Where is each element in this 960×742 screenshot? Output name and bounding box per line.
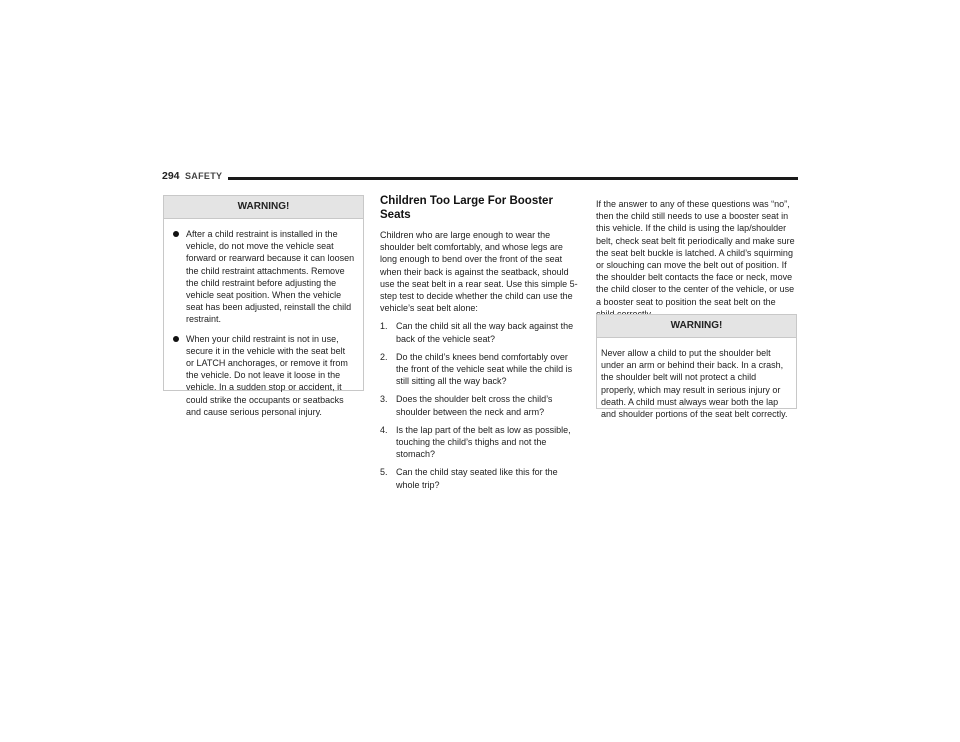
step-text: Does the shoulder belt cross the child’s shoulder between the neck and arm?: [396, 394, 553, 417]
list-item: [380, 351, 580, 388]
warning-box-left: [163, 195, 364, 417]
booster-section: [380, 194, 580, 497]
bullet-icon: [173, 336, 179, 342]
warning-bullet: [172, 228, 355, 326]
step-text: Do the child’s knees bend comfortably over the front of the vehicle seat while the child is still sitting all the way back?: [396, 351, 573, 387]
step-number: 4.: [380, 424, 388, 435]
list-item: [380, 466, 580, 490]
step-number: 1.: [380, 321, 388, 332]
step-number: 2.: [380, 351, 388, 362]
section-title: Children Too Large For Booster Seats: [380, 195, 553, 221]
list-item: [380, 320, 580, 344]
page-header: [162, 170, 798, 186]
followup-paragraph: If the answer to any of these questions was “no”, then the child still needs to use a booster seat in this vehicle. If the child is using the lap/shoulder belt, check seat belt fit periodically and make sure the seat belt buckle is latched. A child’s squirming or slouching can move the belt out of position. If the shoulder belt contacts the face or neck, move the child closer to the center of the vehicle, or use a booster seat to position the seat belt on the: [596, 199, 795, 307]
bullet-icon: [173, 231, 179, 237]
warning-bullet-text: After a child restraint is installed in the vehicle, do not move the vehicle seat forward or rearward because it can loosen the child restraint attachments. Remove the child restraint before adjusting the vehicle seat position. When the vehicle seat has been adjusted, reinstall the child restraint.: [186, 229, 355, 325]
warning-title: WARNING!: [164, 196, 363, 219]
step-number: 5.: [380, 467, 388, 478]
intro-paragraph: Children who are large enough to wear the shoulder belt comfortably, and whose legs are long enough to bend over the front of the seat when their back is against the seatback, should use the seat belt in a rear seat. Use this simple 5-step test to decide whether the child can use the vehicle’s seat belt alone:: [380, 230, 578, 314]
step-text: Can the child sit all the way back against the back of the vehicle seat?: [396, 321, 574, 344]
warning-title: WARNING!: [597, 315, 796, 338]
header-rule: [228, 177, 798, 180]
followup-column: [596, 198, 796, 320]
section-name: SAFETY: [185, 171, 223, 181]
step-text: Is the lap part of the belt as low as possible, touching the child’s thighs and not the stomach?: [396, 424, 571, 460]
warning-bullet-text: When your child restraint is not in use, secure it in the vehicle with the seat belt or LATCH anchorages, or remove it from the vehicle. Do not leave it loose in the vehicle. In a sudden stop or accident, it could strike the occupants or seatbacks and cause serious personal injury.: [186, 333, 348, 417]
page-number: 294: [162, 170, 180, 182]
test-steps-list: [380, 320, 580, 490]
step-number: 3.: [380, 394, 388, 405]
list-item: [380, 393, 580, 417]
list-item: [380, 424, 580, 461]
warning-box-right: [596, 314, 797, 420]
warning-bullet: [172, 333, 355, 418]
step-text: Can the child stay seated like this for the whole trip?: [396, 467, 558, 490]
warning-body: Never allow a child to put the shoulder belt under an arm or behind their back. In a crash, the shoulder belt will not protect a child properly, which may result in serious injury or death. A child must always wear both the lap and shoulder portions of the seat belt correctly.: [601, 348, 788, 420]
warning-body: [164, 219, 363, 426]
